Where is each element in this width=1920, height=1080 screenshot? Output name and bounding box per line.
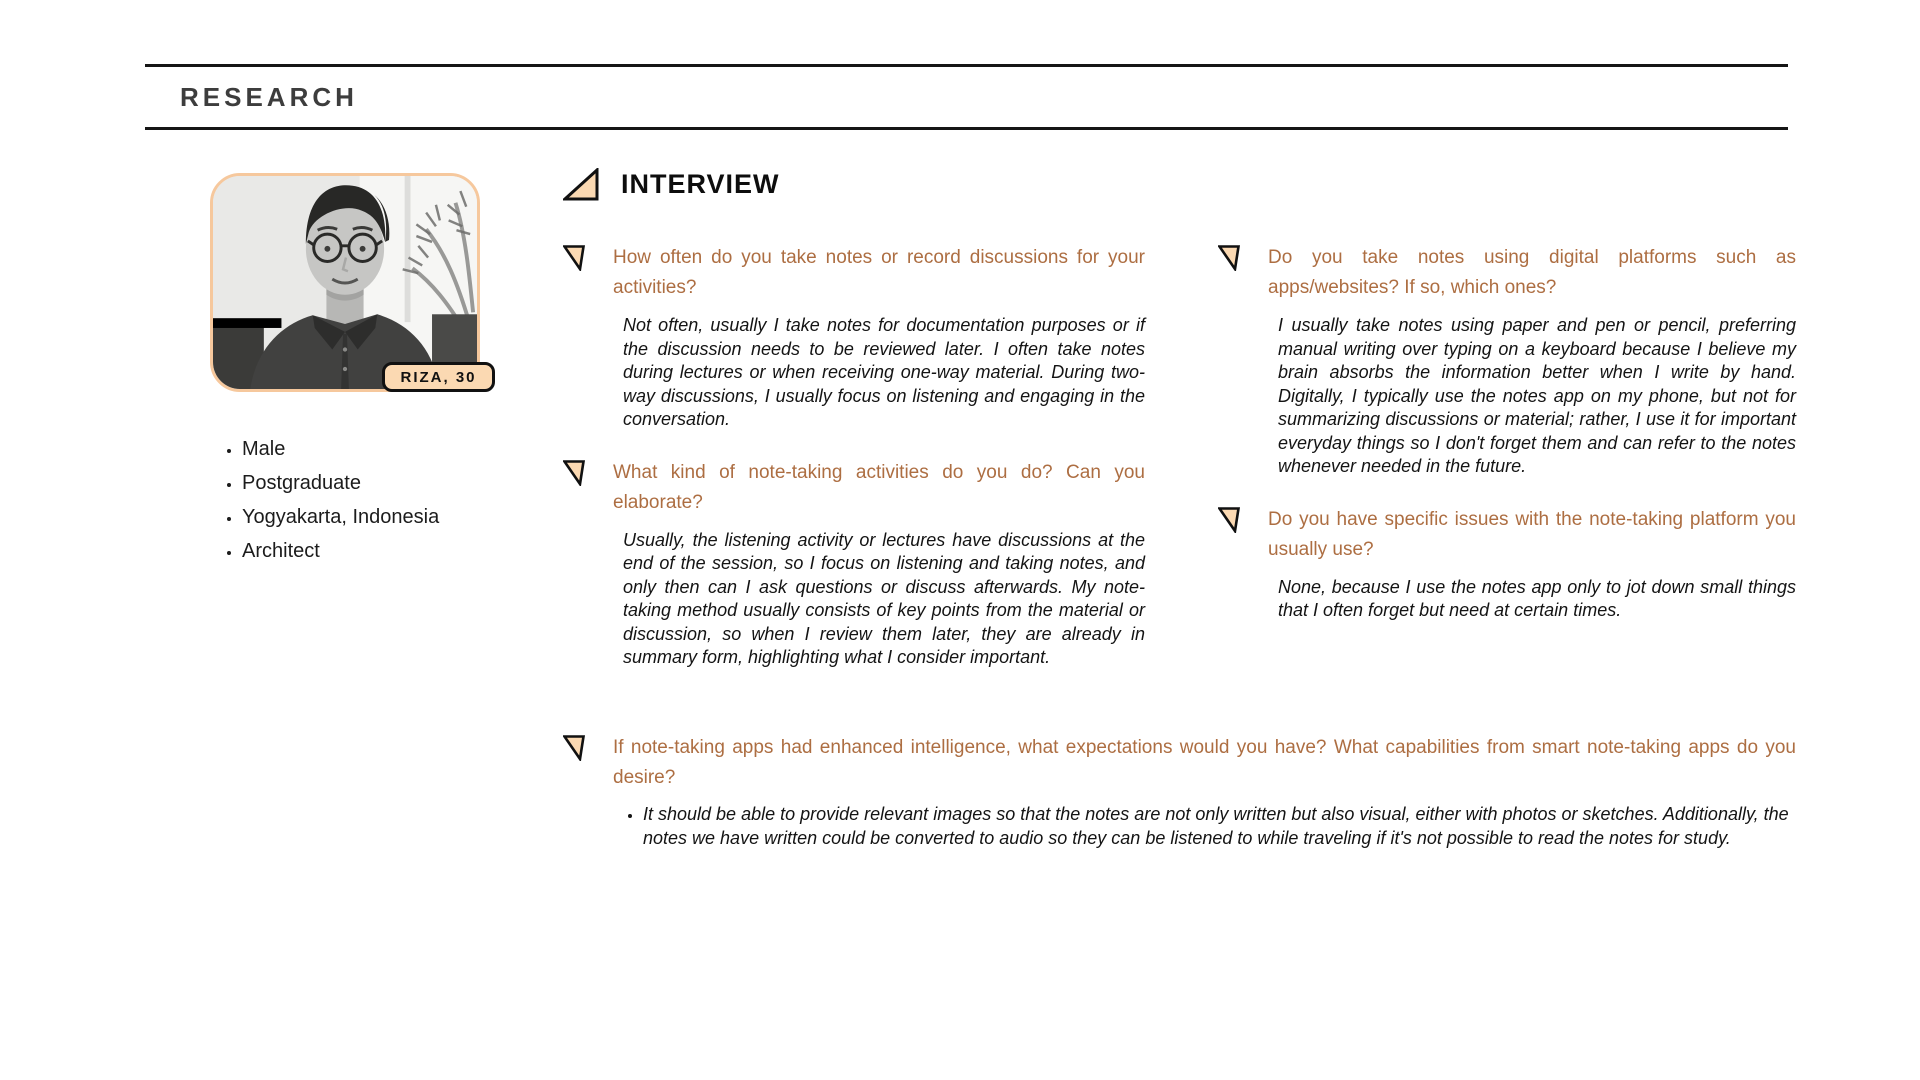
profile-card [210, 173, 500, 568]
interview-column-right [1218, 243, 1796, 649]
profile-photo [210, 173, 480, 392]
interview-question: If note-taking apps had enhanced intelligence, what expectations would you have? What capabilities from smart note-taking apps do you desire? [613, 737, 1796, 788]
interview-answer-list [613, 803, 1796, 850]
question-marker-icon [563, 735, 585, 761]
portrait-photo-illustration [213, 176, 477, 389]
interview-question: What kind of note-taking activities do you do? Can you elaborate? [613, 461, 1145, 513]
interview-answer: Usually, the listening activity or lectures have discussions at the end of the session, so I focus on listening and taking notes, and only then can I ask questions or discuss afterwards. My note-taking method usually consists of key points from the material or discussion, so when I review them later, they are already in summary form, highlighting what I consider important. [623, 529, 1145, 667]
triangle-icon [563, 168, 599, 201]
profile-details-list [210, 432, 500, 568]
page-title: RESEARCH [180, 82, 358, 112]
qa-block [563, 458, 1145, 670]
qa-block [1218, 243, 1796, 479]
interview-answer: I usually take notes using paper and pen or pencil, preferring manual writing over typing on a keyboard because I believe my brain absorbs the information better when I write by hand. Digitally, I typically use the notes app on my phone, but not for summarizing discussions or material; rather, I use it for important everyday things so I don't forget them and can refer to the notes whenever needed in the future. [1278, 315, 1796, 476]
name-badge-label: RIZA, 30 [400, 368, 477, 386]
interview-answer: None, because I use the notes app only to jot down small things that I often forget but need at certain times. [1278, 576, 1796, 620]
profile-detail-location: • Yogyakarta, Indonesia [242, 500, 500, 534]
question-marker-icon [1218, 507, 1240, 533]
question-marker-icon [1218, 245, 1240, 271]
interview-answer-bullet: • It should be able to provide relevant images so that the notes are not only written but also visual, either with photos or sketches. Additionally, the notes we have written could be converted to audio so they can be listened to while traveling if it's not possible to read the notes for study. [643, 803, 1796, 850]
profile-detail-occupation: • Architect [242, 534, 500, 568]
qa-block [563, 243, 1145, 432]
header-top-divider [145, 64, 1788, 67]
interview-header [563, 168, 780, 201]
qa-block-full-width [563, 733, 1796, 850]
qa-block [1218, 505, 1796, 623]
name-badge [382, 362, 495, 392]
profile-detail-education: • Postgraduate [242, 466, 500, 500]
question-marker-icon [563, 245, 585, 271]
interview-column-left [563, 243, 1145, 696]
question-marker-icon [563, 460, 585, 486]
header-bottom-divider [145, 127, 1788, 130]
interview-question: Do you take notes using digital platforms such as apps/websites? If so, which ones? [1268, 247, 1796, 298]
interview-answer: Not often, usually I take notes for documentation purposes or if the discussion needs to be reviewed later. I often take notes during lectures or when receiving one-way material. During two-way discussions, I usually focus on listening and engaging in the conversation. [623, 315, 1145, 429]
interview-title: INTERVIEW [621, 169, 780, 199]
interview-question: How often do you take notes or record discussions for your activities? [613, 247, 1145, 298]
profile-detail-gender: • Male [242, 432, 500, 466]
interview-question: Do you have specific issues with the note-taking platform you usually use? [1268, 508, 1796, 560]
